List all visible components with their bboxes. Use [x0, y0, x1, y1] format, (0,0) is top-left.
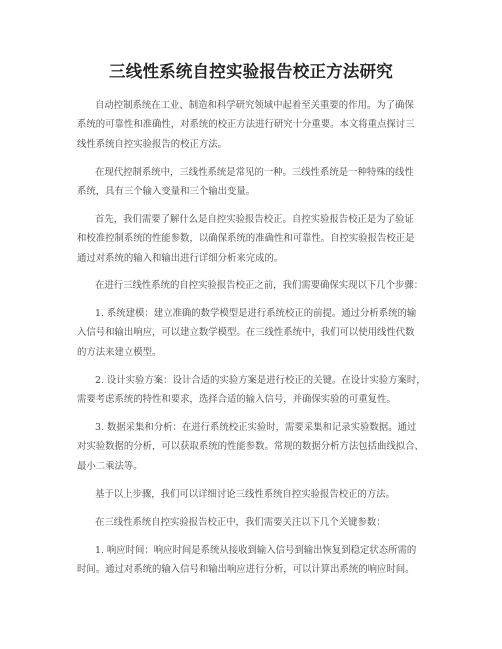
paragraph-line: 基于以上步骤，我们可以详细讨论三线性系统自控实验报告校正的方法。 [95, 489, 396, 500]
paragraph-line: 1. 系统建模：建立准确的数学模型是进行系统校正的前提。通过分析系统的输 [95, 308, 417, 319]
paragraph-line: 时间。通过对系统的输入信号和输出响应进行分析，可以计算出系统的响应时间。 [77, 564, 415, 576]
paragraph-line: 自动控制系统在工业、制造和科学研究领域中起着至关重要的作用。为了确保 [95, 100, 414, 111]
paragraph-key-parameters [77, 513, 437, 532]
paragraph-line: 入信号和输出响应，可以建立数学模型。在三线性系统中，我们可以使用线性代数 [77, 327, 415, 339]
document-title: 三线性系统自控实验报告校正方法研究 [109, 62, 393, 81]
paragraph-line: 线性系统自控实验报告的校正方法。 [77, 138, 228, 150]
paragraph-steps-intro [77, 276, 437, 295]
paragraph-line: 通过对系统的输入和输出进行详细分析来完成的。 [77, 252, 284, 264]
paragraph-line: 系统，具有三个输入变量和三个输出变量。 [77, 186, 256, 198]
paragraph-line: 在进行三线性系统的自控实验报告校正之前，我们需要确保实现以下几个步骤： [95, 280, 424, 291]
paragraph-step-modeling [77, 304, 437, 362]
paragraph-line: 的方法来建立模型。 [77, 346, 162, 358]
paragraph-three-linear-systems [77, 163, 437, 202]
paragraph-line: 最小二乘法等。 [77, 460, 143, 472]
paragraph-line: 在三线性系统自控实验报告校正中，我们需要关注以下几个关键参数： [95, 517, 386, 528]
paragraph-discussion-intro [77, 485, 437, 504]
paragraph-line: 系统的可靠性和准确性，对系统的校正方法进行研究十分重要。本文将重点探讨三 [77, 119, 415, 131]
paragraph-what-is-calibration [77, 210, 437, 268]
paragraph-step-data-analysis [77, 418, 437, 476]
paragraph-line: 和校准控制系统的性能参数，以确保系统的准确性和可靠性。自控实验报告校正是 [77, 233, 415, 245]
paragraph-line: 3. 数据采集和分析：在进行系统校正实验时，需要采集和记录实验数据。通过 [95, 422, 417, 433]
paragraph-line: 首先，我们需要了解什么是自控实验报告校正。自控实验报告校正是为了验证 [95, 214, 414, 225]
paragraph-response-time [77, 541, 437, 580]
paragraph-line: 在现代控制系统中，三线性系统是常见的一种。三线性系统是一种特殊的线性 [95, 167, 414, 178]
paragraph-line: 2. 设计实验方案：设计合适的实验方案是进行校正的关键。在设计实验方案时， [95, 375, 426, 386]
paragraph-step-experiment-design [77, 371, 437, 410]
paragraph-intro [77, 96, 437, 154]
paragraph-line: 需要考虑系统的特性和要求，选择合适的输入信号，并确保实验的可重复性。 [77, 394, 396, 406]
paragraph-line: 对实验数据的分析，可以获取系统的性能参数。常规的数据分析方法包括曲线拟合、 [77, 441, 424, 453]
paragraph-line: 1. 响应时间：响应时间是系统从接收到输入信号到输出恢复到稳定状态所需的 [95, 545, 417, 556]
